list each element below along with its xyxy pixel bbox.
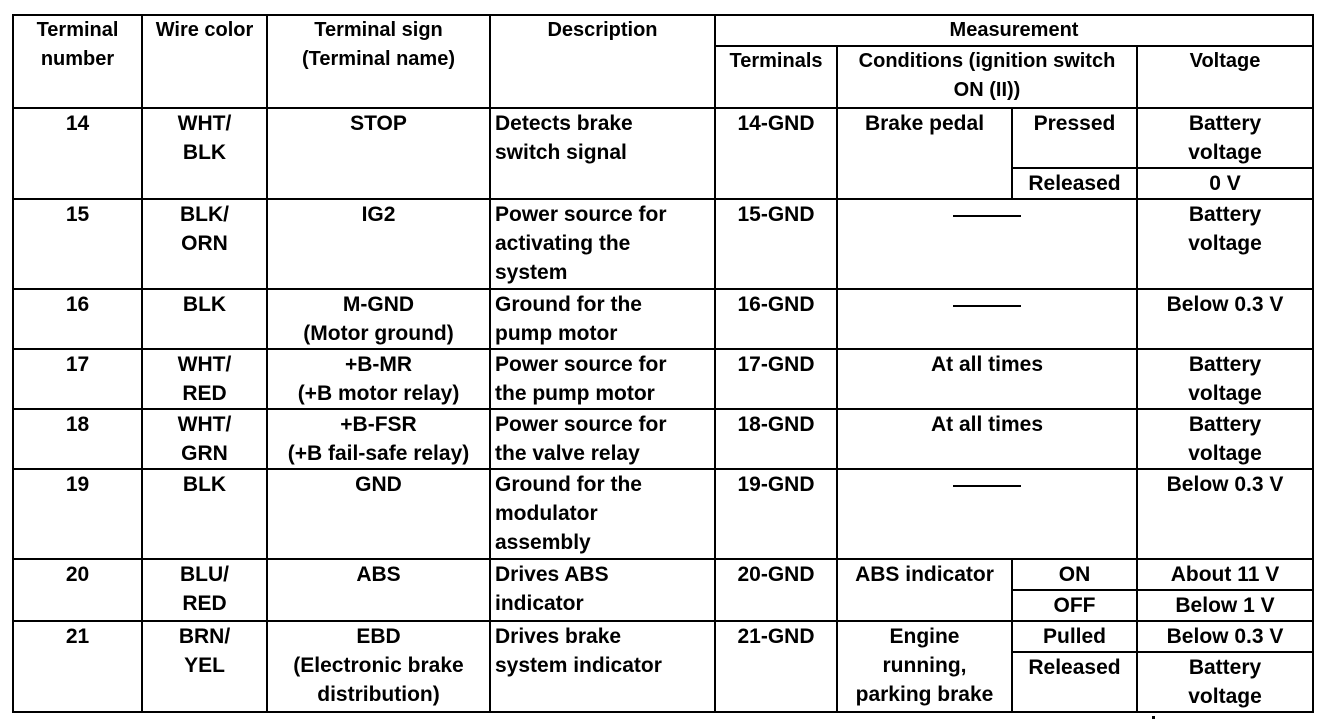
voltage <box>1137 108 1313 168</box>
header-measurement: Measurement <box>715 15 1313 46</box>
description-line: Ground for the <box>495 293 642 316</box>
wire-color-line: BLU/ <box>180 563 229 586</box>
description-line: modulator <box>495 502 598 525</box>
wire-color-line: BRN/ <box>178 625 231 648</box>
header-terminal-sign <box>267 15 490 108</box>
terminal-number: 19 <box>13 469 142 559</box>
wire-color <box>142 621 267 712</box>
header-terminals: Terminals <box>715 46 837 108</box>
condition-none <box>837 469 1137 559</box>
description-line: assembly <box>495 531 591 554</box>
voltage-line: Battery <box>1188 353 1262 376</box>
voltage-line: Below 0.3 V <box>1166 473 1284 496</box>
terminal-sign <box>267 199 490 289</box>
terminals: 17-GND <box>715 349 837 409</box>
condition <box>837 621 1012 712</box>
wire-color-line: GRN <box>181 442 228 465</box>
voltage-line: voltage <box>1188 382 1262 405</box>
voltage-line: Battery <box>1188 112 1262 135</box>
terminal-number: 20 <box>13 559 142 621</box>
terminal-number: 14 <box>13 108 142 199</box>
description-line: Power source for <box>495 353 667 376</box>
header-voltage: Voltage <box>1137 46 1313 108</box>
condition-state: Released <box>1012 168 1137 199</box>
terminal-number: 15 <box>13 199 142 289</box>
terminal-sign <box>267 108 490 199</box>
voltage: About 11 V <box>1137 559 1313 590</box>
table-row <box>13 559 1313 590</box>
voltage-line: voltage <box>1188 141 1262 164</box>
voltage <box>1137 289 1313 349</box>
table-row <box>13 621 1313 652</box>
terminal-sign-line: M-GND <box>342 293 415 316</box>
table-row <box>13 289 1313 349</box>
wire-color <box>142 199 267 289</box>
dash-mark <box>953 215 1021 217</box>
condition-none <box>837 199 1137 289</box>
terminal-number: 17 <box>13 349 142 409</box>
terminal-number: 21 <box>13 621 142 712</box>
wire-color <box>142 349 267 409</box>
voltage-line: Battery <box>1188 656 1262 679</box>
wire-color-line: BLK <box>182 293 227 316</box>
terminal-sign-line: IG2 <box>361 203 396 226</box>
wire-color-line: ORN <box>181 232 228 255</box>
description-line: system indicator <box>495 654 662 677</box>
terminal-sign-line: (+B fail-safe relay) <box>287 442 470 465</box>
dash-mark <box>953 305 1021 307</box>
description-line: system <box>495 261 568 284</box>
dash-mark <box>953 485 1021 487</box>
condition-line: parking brake <box>855 683 994 706</box>
voltage: 0 V <box>1137 168 1313 199</box>
header-conditions: Conditions (ignition switch ON (II)) <box>837 46 1137 108</box>
terminal-sign <box>267 559 490 621</box>
terminals: 21-GND <box>715 621 837 712</box>
wire-color-line: WHT/ <box>177 413 232 436</box>
terminal-sign-line: (Motor ground) <box>303 322 454 345</box>
terminals: 15-GND <box>715 199 837 289</box>
description <box>490 469 715 559</box>
terminal-sign <box>267 621 490 712</box>
terminal-sign-line: distribution) <box>317 683 440 706</box>
wire-color-line: RED <box>182 382 227 405</box>
terminal-sign <box>267 409 490 469</box>
description <box>490 289 715 349</box>
header-terminal-sign-line: (Terminal name) <box>302 48 455 70</box>
description-line: Detects brake <box>495 112 633 135</box>
condition-state: OFF <box>1012 590 1137 621</box>
wire-color <box>142 289 267 349</box>
description-line: switch signal <box>495 141 627 164</box>
terminal-sign-line: EBD <box>356 625 401 648</box>
description <box>490 559 715 621</box>
condition: At all times <box>837 409 1137 469</box>
description <box>490 621 715 712</box>
terminals: 14-GND <box>715 108 837 199</box>
terminal-number: 18 <box>13 409 142 469</box>
terminal-sign-line: GND <box>355 473 402 496</box>
voltage <box>1137 469 1313 559</box>
voltage: Below 1 V <box>1137 590 1313 621</box>
voltage-line: voltage <box>1188 442 1262 465</box>
voltage <box>1137 199 1313 289</box>
description-line: Drives ABS <box>495 563 609 586</box>
description-line: Drives brake <box>495 625 622 648</box>
condition: At all times <box>837 349 1137 409</box>
voltage-line: Battery <box>1188 203 1262 226</box>
table-row <box>13 199 1313 289</box>
header-terminal-sign-line: Terminal sign <box>314 19 443 41</box>
wire-color <box>142 559 267 621</box>
table-row <box>13 469 1313 559</box>
wire-color-line: RED <box>182 592 227 615</box>
condition-state: Released <box>1012 652 1137 712</box>
wire-color-line: WHT/ <box>177 112 232 135</box>
table-row <box>13 108 1313 168</box>
condition-state: Pulled <box>1012 621 1137 652</box>
terminal-sign-line: +B-MR <box>344 353 413 376</box>
description <box>490 349 715 409</box>
terminal-sign <box>267 289 490 349</box>
terminal-sign-line: +B-FSR <box>340 413 417 436</box>
description-line: Ground for the <box>495 473 642 496</box>
condition-state: ON <box>1012 559 1137 590</box>
terminals: 18-GND <box>715 409 837 469</box>
description <box>490 199 715 289</box>
voltage-line: Battery <box>1188 413 1262 436</box>
stray-dot <box>1152 716 1155 719</box>
description-line: the valve relay <box>495 442 640 465</box>
terminal-table <box>12 14 1314 713</box>
condition: Brake pedal <box>837 108 1012 199</box>
condition-line: running, <box>882 654 967 677</box>
description-line: activating the <box>495 232 631 255</box>
wire-color <box>142 409 267 469</box>
condition-state: Pressed <box>1012 108 1137 168</box>
table-row <box>13 409 1313 469</box>
voltage <box>1137 652 1313 712</box>
header-terminal-number: Terminal number <box>13 15 142 108</box>
voltage <box>1137 349 1313 409</box>
voltage <box>1137 409 1313 469</box>
terminal-sign <box>267 469 490 559</box>
terminal-number: 16 <box>13 289 142 349</box>
terminal-sign-line: (+B motor relay) <box>297 382 460 405</box>
wire-color-line: BLK <box>182 141 227 164</box>
terminals: 16-GND <box>715 289 837 349</box>
terminals: 19-GND <box>715 469 837 559</box>
condition: ABS indicator <box>837 559 1012 621</box>
header-description: Description <box>490 15 715 108</box>
description <box>490 108 715 199</box>
terminal-sign <box>267 349 490 409</box>
voltage-line: voltage <box>1188 685 1262 708</box>
description-line: pump motor <box>495 322 618 345</box>
table-row <box>13 349 1313 409</box>
wire-color-line: BLK/ <box>180 203 229 226</box>
description <box>490 409 715 469</box>
description-line: Power source for <box>495 203 667 226</box>
wire-color-line: WHT/ <box>177 353 232 376</box>
voltage-line: Below 0.3 V <box>1166 293 1284 316</box>
condition-line: Engine <box>889 625 960 648</box>
terminal-sign-line: (Electronic brake <box>293 654 464 677</box>
voltage: Below 0.3 V <box>1137 621 1313 652</box>
voltage-line: voltage <box>1188 232 1262 255</box>
description-line: Power source for <box>495 413 667 436</box>
wire-color-line: BLK <box>182 473 227 496</box>
terminal-sign-line: ABS <box>356 563 401 586</box>
terminal-sign-line: STOP <box>350 112 407 135</box>
terminals: 20-GND <box>715 559 837 621</box>
wire-color <box>142 469 267 559</box>
wire-color-line: YEL <box>184 654 225 677</box>
description-line: indicator <box>495 592 584 615</box>
header-wire-color: Wire color <box>142 15 267 108</box>
description-line: the pump motor <box>495 382 655 405</box>
wire-color <box>142 108 267 199</box>
condition-none <box>837 289 1137 349</box>
